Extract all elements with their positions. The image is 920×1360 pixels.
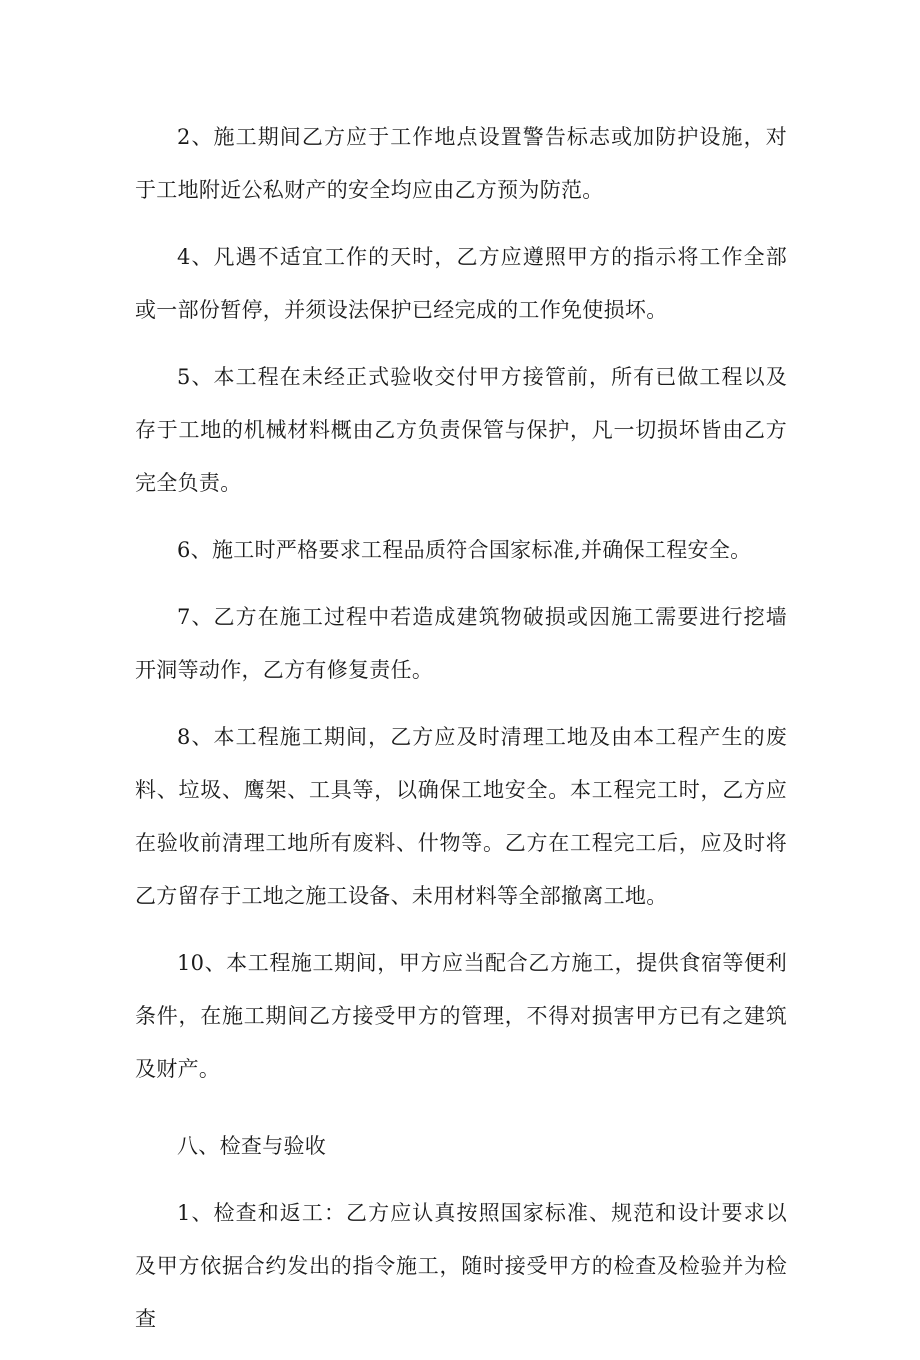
clause-6-paragraph: 6、施工时严格要求工程品质符合国家标准,并确保工程安全。 <box>177 538 752 562</box>
clause-5-paragraph: 5、本工程在未经正式验收交付甲方接管前，所有已做工程以及存于工地的机械材料概由乙方负责保管与保护，凡一切损坏皆由乙方完全负责。 <box>135 365 787 495</box>
clause-10-paragraph: 10、本工程施工期间，甲方应当配合乙方施工，提供食宿等便利条件，在施工期间乙方接受甲方的管理，不得对损害甲方已有之建筑及财产。 <box>135 951 787 1081</box>
clause-4-paragraph: 4、凡遇不适宜工作的天时，乙方应遵照甲方的指示将工作全部或一部份暂停，并须设法保护已经完成的工作免使损坏。 <box>135 245 787 322</box>
inspection-clause-1-paragraph: 1、检查和返工：乙方应认真按照国家标准、规范和设计要求以及甲方依据合约发出的指令施工，随时接受甲方的检查及检验并为检查 <box>135 1201 787 1331</box>
clause-7-paragraph: 7、乙方在施工过程中若造成建筑物破损或因施工需要进行挖墙开洞等动作，乙方有修复责任。 <box>135 605 787 682</box>
clause-2-paragraph: 2、施工期间乙方应于工作地点设置警告标志或加防护设施，对于工地附近公私财产的安全均应由乙方预为防范。 <box>135 125 787 202</box>
clause-8-paragraph: 8、本工程施工期间，乙方应及时清理工地及由本工程产生的废料、垃圾、鹰架、工具等，以确保工地安全。本工程完工时，乙方应在验收前清理工地所有废料、什物等。乙方在工程完工后，应及时将乙方留存于工地之施工设备、未用材料等全部撤离工地。 <box>135 725 787 908</box>
section-8-heading: 八、检查与验收 <box>177 1134 327 1158</box>
document-body <box>135 111 787 1360</box>
